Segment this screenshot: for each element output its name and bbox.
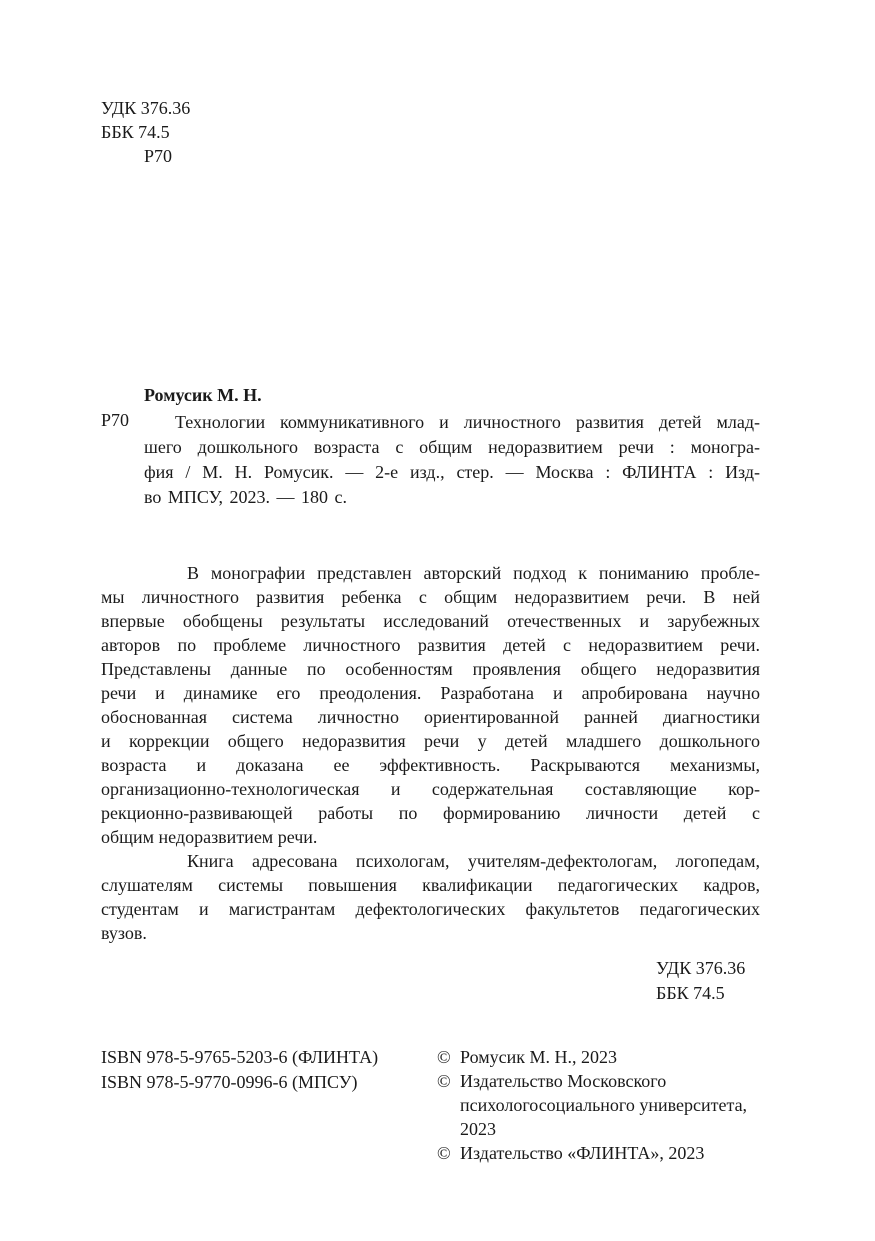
catalog-author: Ромусик М. Н. — [144, 385, 262, 405]
abstract-line: авторов по проблеме личностного развития детей с недоразвитием речи. — [101, 635, 760, 655]
isbn: ISBN 978-5-9765-5203-6 (ФЛИНТА) — [101, 1047, 379, 1067]
catalog-line: фия / М. Н. Ромусик. — 2-е изд., стер. — Москва : ФЛИНТА : Изд- — [144, 462, 760, 482]
copyright-entry — [437, 1141, 747, 1165]
classification-header — [101, 96, 190, 168]
copyright-text: психологосоциального университета, — [460, 1095, 748, 1115]
author-mark: Р70 — [144, 146, 173, 166]
abstract — [101, 561, 760, 945]
abstract-line: впервые обобщены результаты исследований отечественных и зарубежных — [101, 611, 760, 631]
copyright-icon: © — [437, 1047, 451, 1067]
catalog-mark: Р70 — [101, 410, 130, 430]
copyright-icon: © — [437, 1143, 451, 1163]
copyright-text: Ромусик М. Н., 2023 — [460, 1047, 617, 1067]
abstract-line: организационно-технологическая и содержательная составляющие кор- — [101, 779, 760, 799]
abstract-line: возраста и доказана ее эффективность. Раскрываются механизмы, — [101, 755, 760, 775]
bbk-code: ББК 74.5 — [101, 122, 170, 142]
abstract-line: мы личностного развития ребенка с общим недоразвитием речи. В ней — [101, 587, 760, 607]
copyright-entry — [437, 1069, 747, 1141]
udk-code: УДК 376.36 — [101, 98, 191, 118]
copyright-text: Издательство «ФЛИНТА», 2023 — [460, 1143, 705, 1163]
abstract-line: В монографии представлен авторский подход к пониманию пробле- — [187, 563, 760, 583]
copyright-block — [437, 1045, 747, 1165]
footer-codes — [656, 956, 745, 1006]
abstract-line: рекционно-развивающей работы по формированию личности детей с — [101, 803, 760, 823]
bbk-code: ББК 74.5 — [656, 983, 725, 1003]
abstract-line: обоснованная система личностно ориентированной ранней диагностики — [101, 707, 760, 727]
catalog-line: Технологии коммуникативного и личностного развития детей млад- — [175, 412, 760, 432]
catalog-line: шего дошкольного возраста с общим недоразвитием речи : моногра- — [144, 437, 760, 457]
isbn: ISBN 978-5-9770-0996-6 (МПСУ) — [101, 1072, 358, 1092]
abstract-line: Представлены данные по особенностям проявления общего недоразвития — [101, 659, 760, 679]
abstract-line: вузов. — [101, 923, 147, 943]
abstract-line: Книга адресована психологам, учителям-дефектологам, логопедам, — [187, 851, 760, 871]
udk-code: УДК 376.36 — [656, 958, 746, 978]
catalog-description — [144, 410, 760, 510]
copyright-icon: © — [437, 1071, 451, 1091]
copyright-text: 2023 — [460, 1119, 496, 1139]
abstract-line: общим недоразвитием речи. — [101, 827, 318, 847]
copyright-text: Издательство Московского — [460, 1071, 667, 1091]
copyright-entry — [437, 1045, 747, 1069]
abstract-line: и коррекции общего недоразвития речи у детей младшего дошкольного — [101, 731, 760, 751]
catalog-line: во МПСУ, 2023. — 180 с. — [144, 487, 347, 507]
abstract-line: речи и динамике его преодоления. Разработана и апробирована научно — [101, 683, 760, 703]
isbn-block — [101, 1045, 378, 1095]
abstract-line: студентам и магистрантам дефектологических факультетов педагогических — [101, 899, 760, 919]
abstract-line: слушателям системы повышения квалификации педагогических кадров, — [101, 875, 760, 895]
